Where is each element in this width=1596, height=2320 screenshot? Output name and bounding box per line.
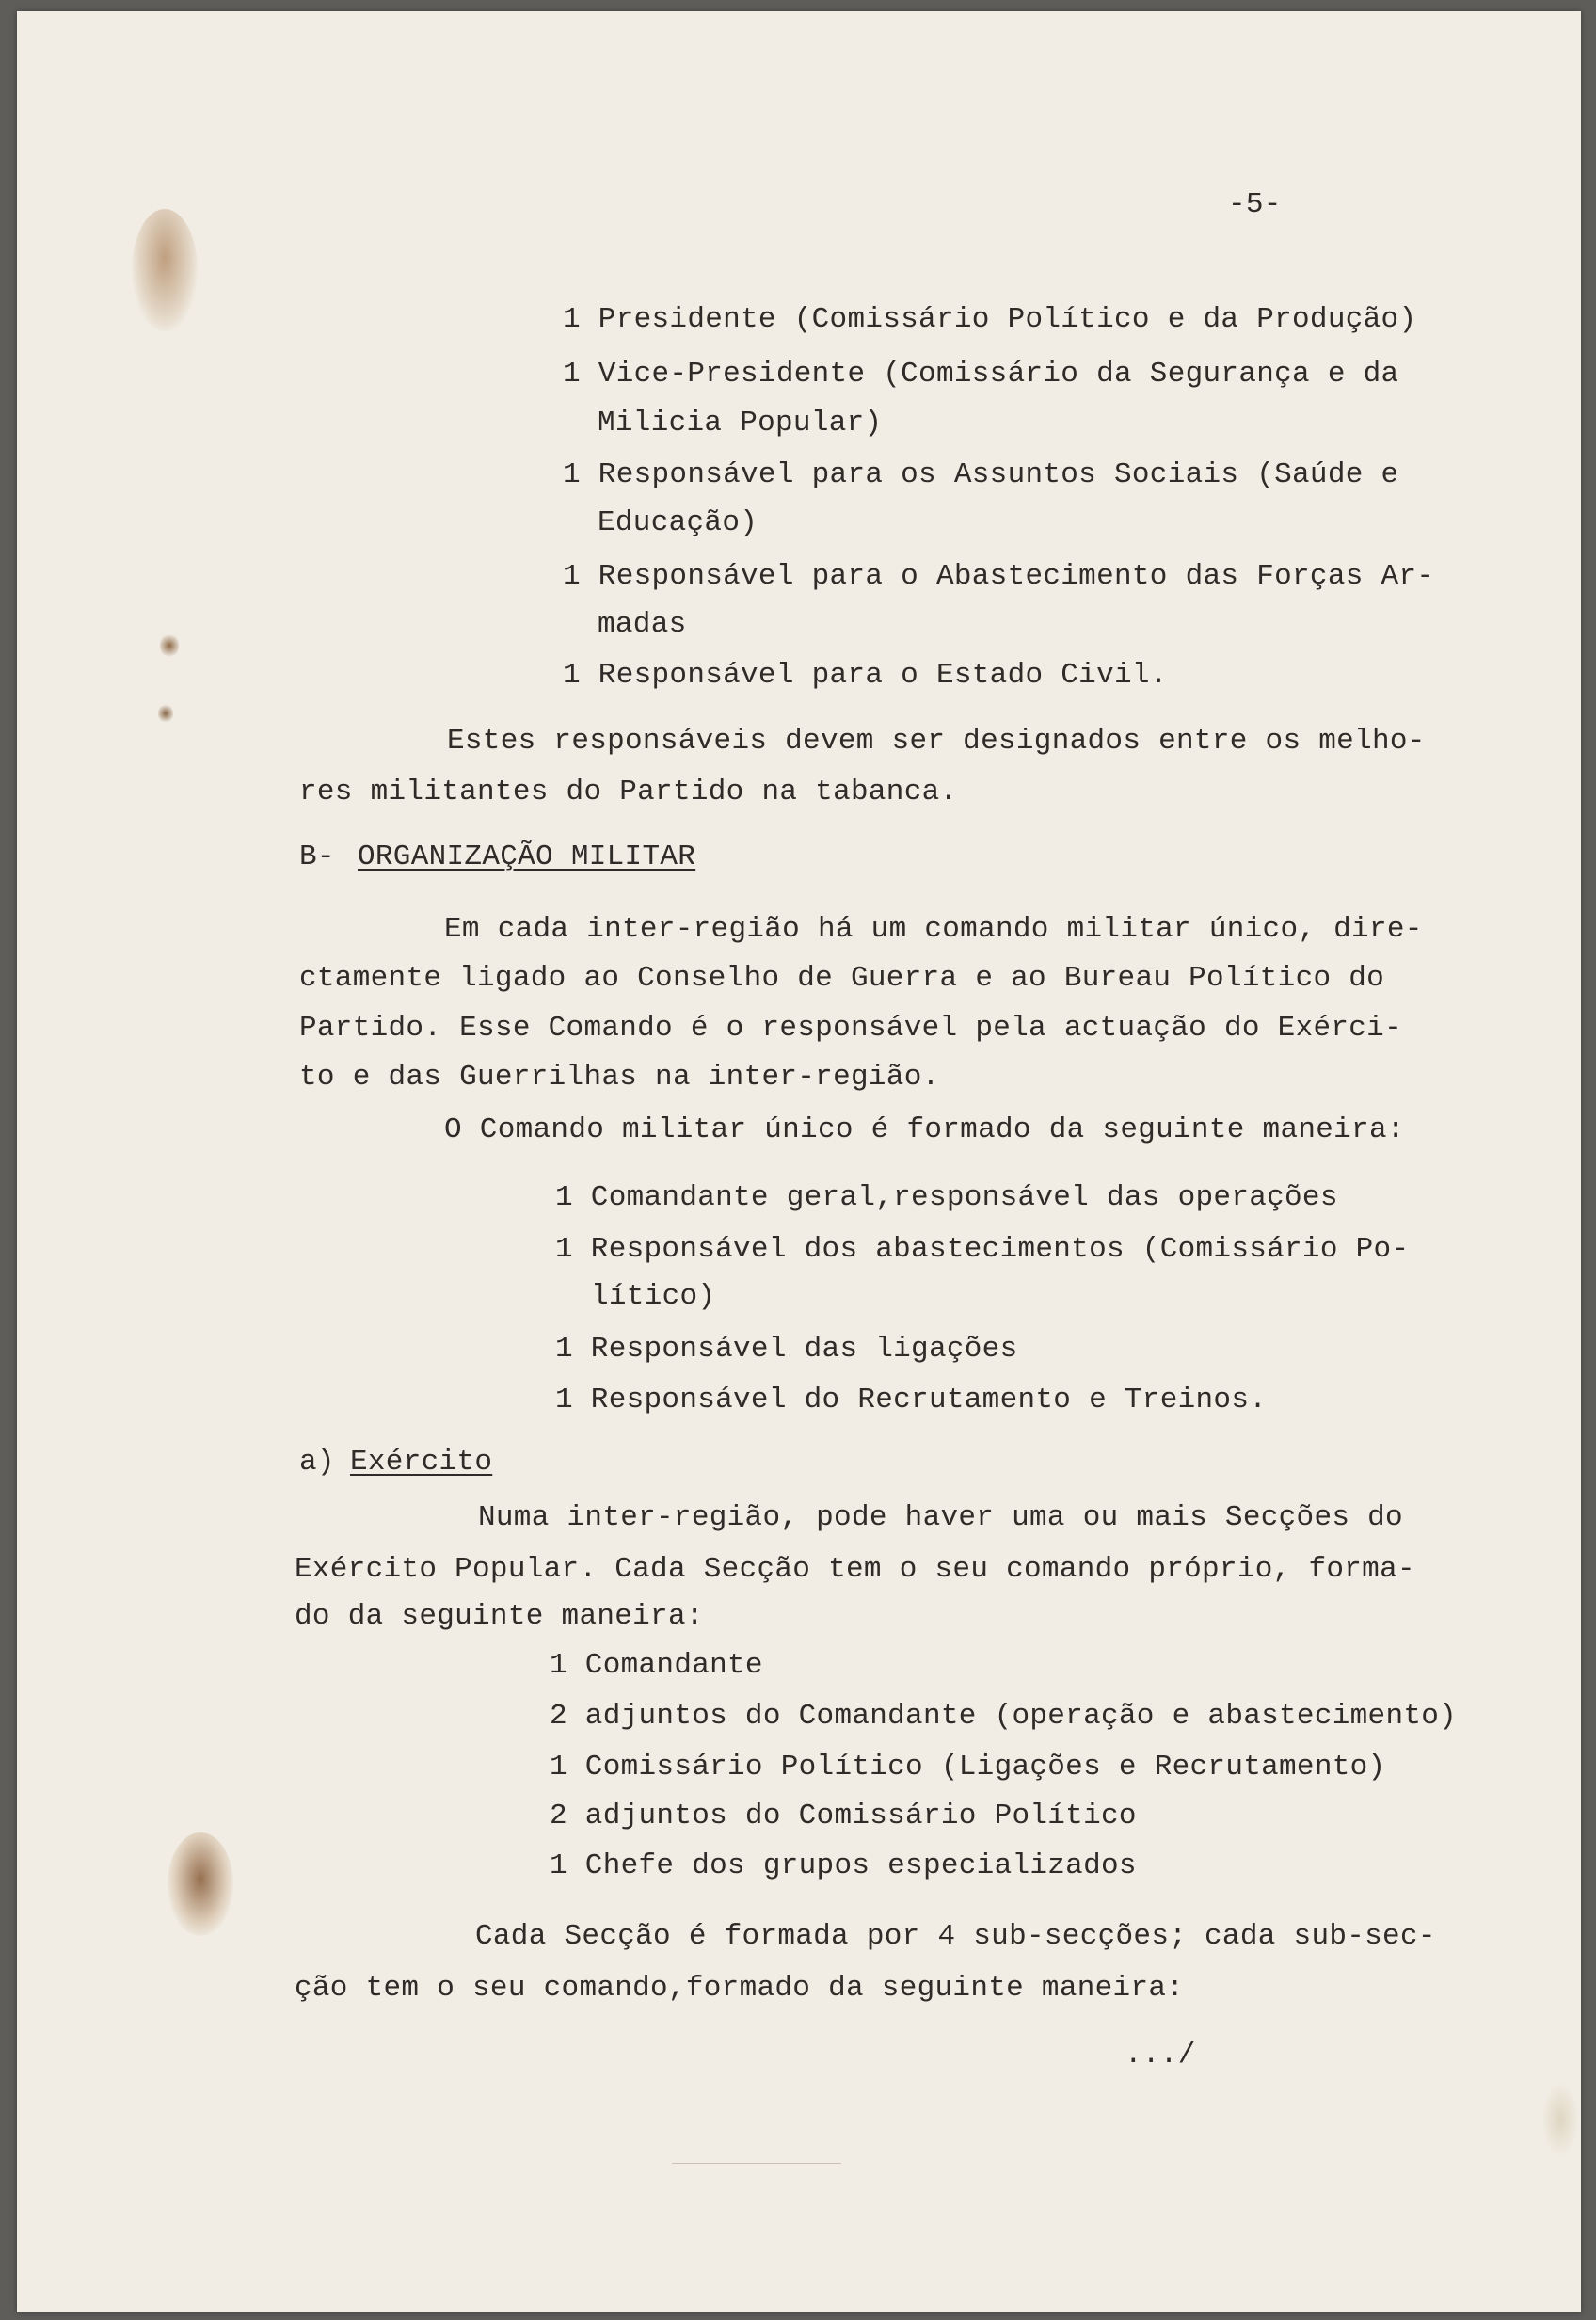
- list-item: 1 Comandante: [550, 1649, 763, 1682]
- section-heading-prefix: B-: [299, 840, 335, 873]
- stain-mark: [158, 703, 173, 724]
- document-page: [17, 11, 1581, 2312]
- list-item: 1 Responsável para os Assuntos Sociais (Saúde e: [563, 458, 1399, 491]
- paragraph-line: res militantes do Partido na tabanca.: [299, 776, 958, 808]
- paragraph-line: ção tem o seu comando,formado da seguinte maneira:: [295, 1972, 1185, 2005]
- page-number: -5-: [1228, 188, 1282, 221]
- list-item: lítico): [591, 1280, 716, 1313]
- continuation-marker: .../: [1125, 2039, 1196, 2072]
- list-item: madas: [598, 608, 687, 641]
- paragraph-line: Em cada inter-região há um comando militar único, dire-: [444, 913, 1423, 946]
- list-item: 1 Vice-Presidente (Comissário da Segurança e da: [563, 358, 1399, 391]
- list-item: 1 Responsável para o Estado Civil.: [563, 659, 1168, 692]
- list-item: 1 Chefe dos grupos especializados: [550, 1849, 1137, 1882]
- paragraph-line: Estes responsáveis devem ser designados entre os melho-: [447, 725, 1426, 758]
- paragraph-line: Partido. Esse Comando é o responsável pela actuação do Exérci-: [299, 1012, 1402, 1045]
- list-item: Milicia Popular): [598, 407, 883, 440]
- paragraph-line: O Comando militar único é formado da seguinte maneira:: [444, 1113, 1405, 1146]
- subsection-prefix: a): [299, 1446, 335, 1479]
- list-item: 2 adjuntos do Comandante (operação e abastecimento): [550, 1700, 1458, 1733]
- stain-mark: [168, 1832, 233, 1936]
- paragraph-line: do da seguinte maneira:: [295, 1600, 704, 1633]
- list-item: 1 Responsável das ligações: [555, 1333, 1018, 1366]
- paragraph-line: Exército Popular. Cada Secção tem o seu comando próprio, forma-: [295, 1553, 1415, 1586]
- paragraph-line: ctamente ligado ao Conselho de Guerra e ao Bureau Político do: [299, 962, 1385, 995]
- paragraph-line: Cada Secção é formada por 4 sub-secções; cada sub-sec-: [475, 1920, 1436, 1953]
- list-item: Educação): [598, 506, 758, 539]
- subsection-heading: Exército: [350, 1446, 493, 1479]
- section-heading: ORGANIZAÇÃO MILITAR: [358, 840, 696, 873]
- paragraph-line: to e das Guerrilhas na inter-região.: [299, 1061, 940, 1094]
- list-item: 1 Comissário Político (Ligações e Recrutamento): [550, 1751, 1386, 1784]
- stain-mark: [160, 632, 179, 659]
- list-item: 1 Responsável do Recrutamento e Treinos.: [555, 1384, 1268, 1416]
- list-item: 1 Presidente (Comissário Político e da Produção): [563, 303, 1417, 336]
- paragraph-line: Numa inter-região, pode haver uma ou mais Secções do: [478, 1501, 1403, 1534]
- list-item: 1 Comandante geral,responsável das operações: [555, 1181, 1338, 1214]
- list-item: 2 adjuntos do Comissário Político: [550, 1800, 1137, 1832]
- stain-mark: [1541, 2082, 1579, 2157]
- list-item: 1 Responsável para o Abastecimento das Forças Ar-: [563, 560, 1435, 593]
- stain-mark: [132, 209, 198, 331]
- divider: [672, 2163, 841, 2164]
- list-item: 1 Responsável dos abastecimentos (Comissário Po-: [555, 1233, 1410, 1266]
